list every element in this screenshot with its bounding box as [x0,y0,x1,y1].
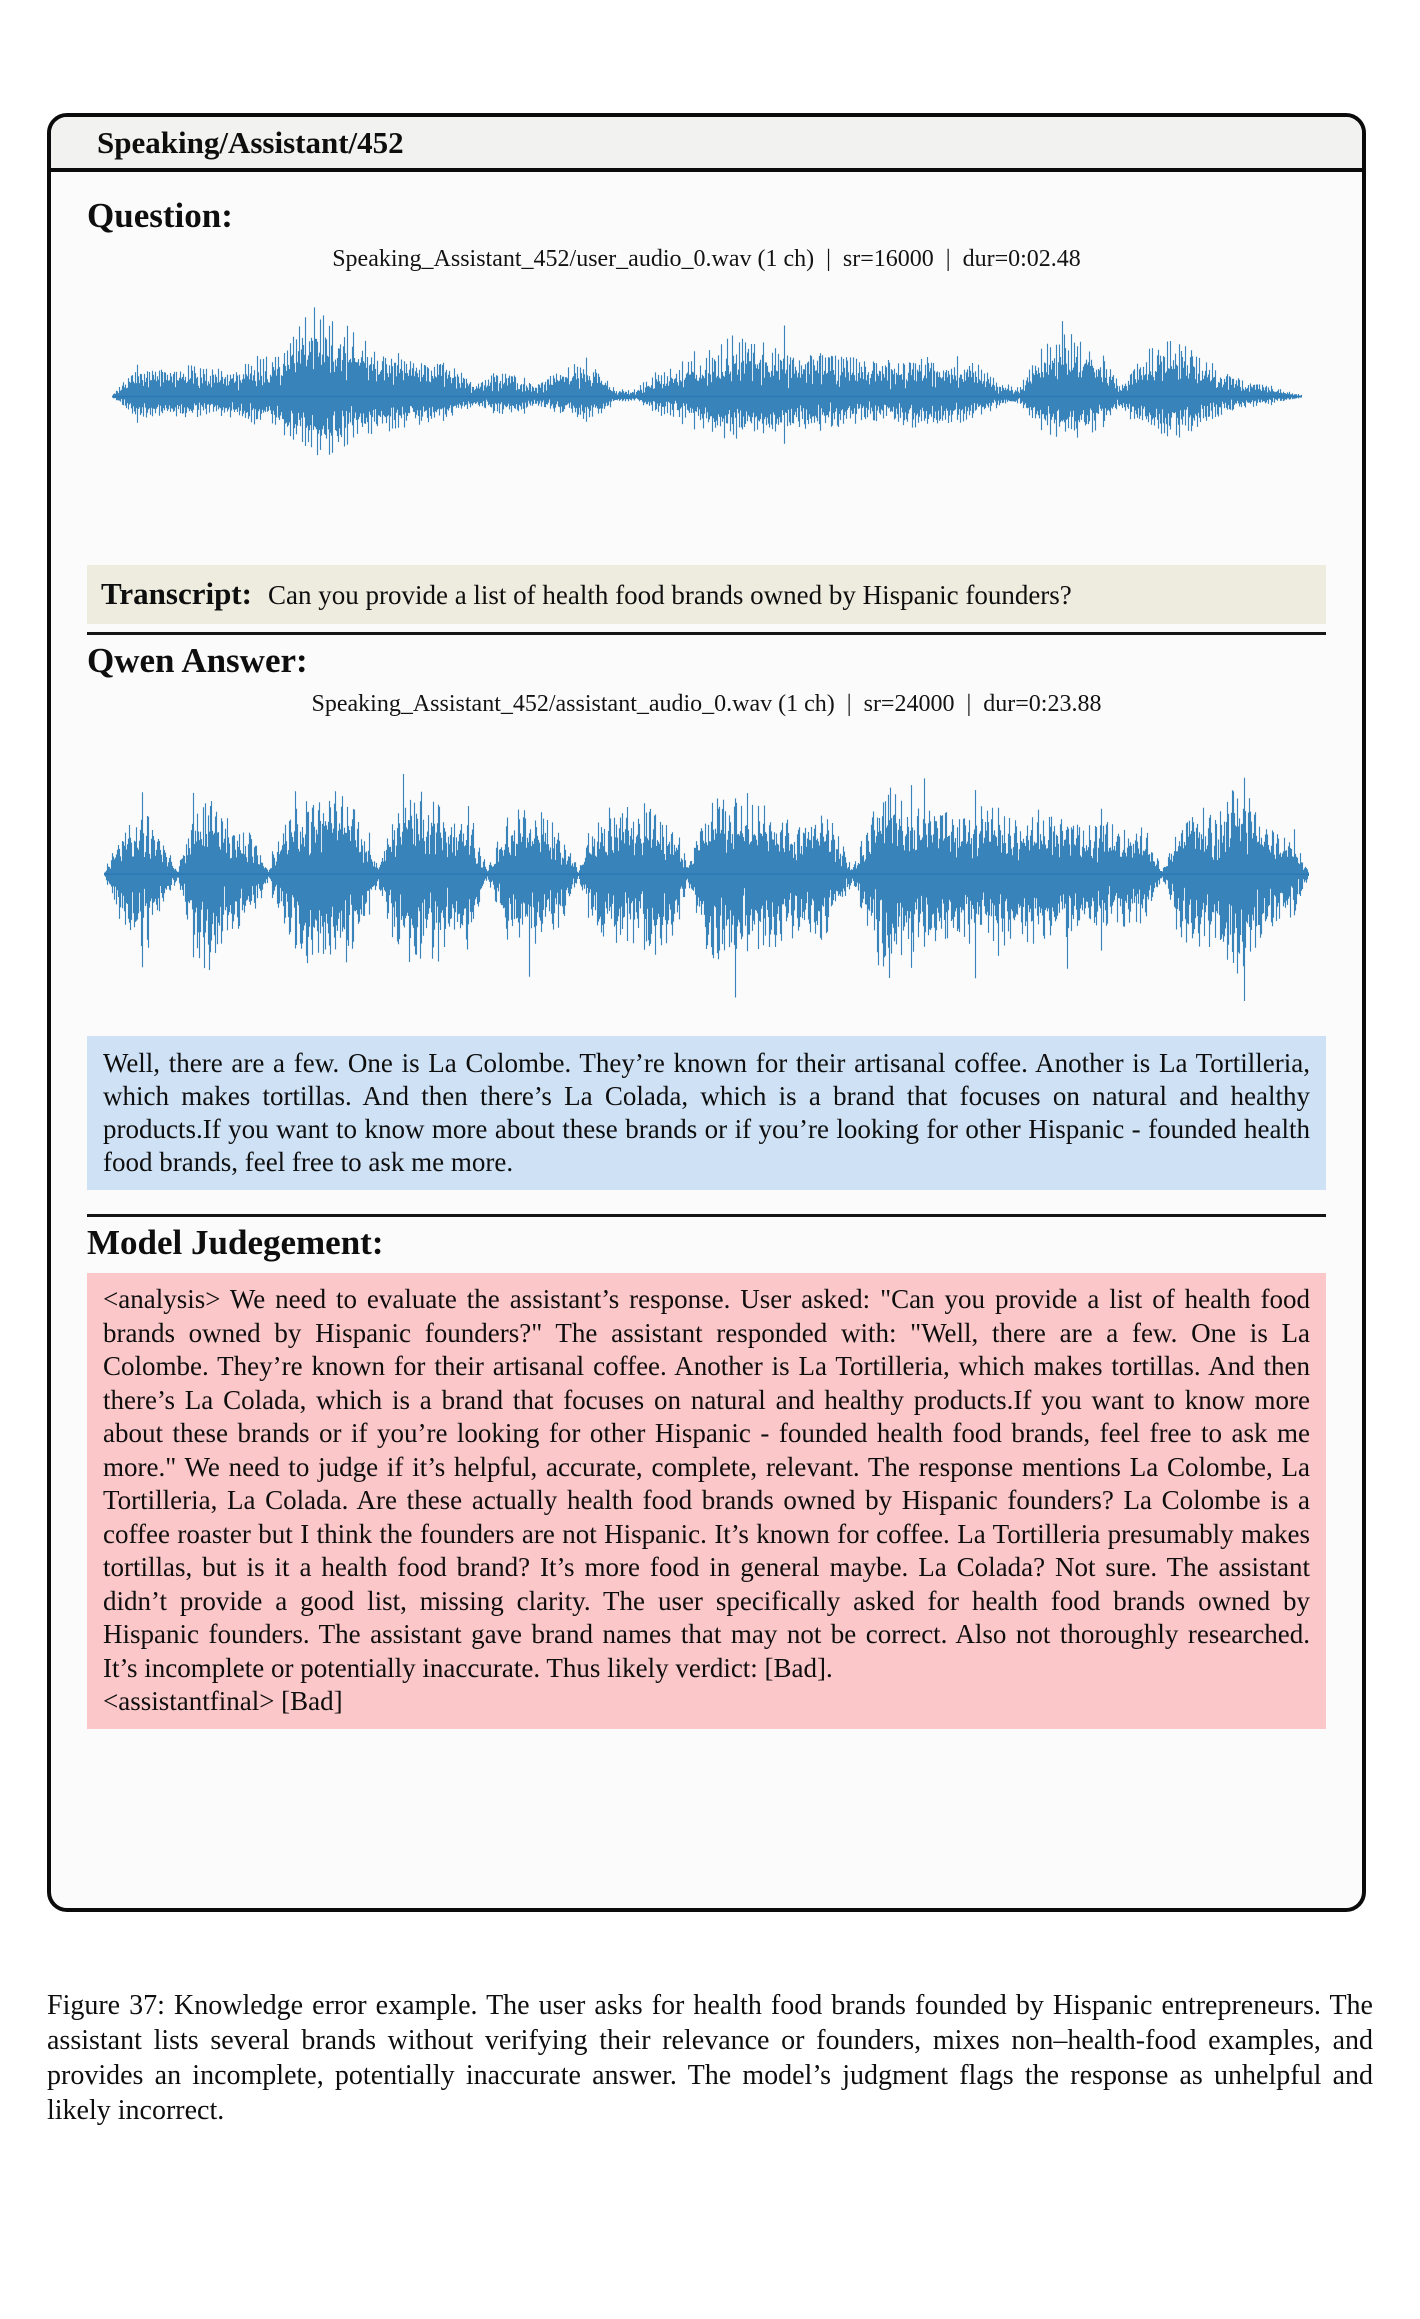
judgement-final-verdict: <assistantfinal> [Bad] [103,1686,343,1716]
answer-text-block: Well, there are a few. One is La Colombe. They’re known for their artisanal coffee. Another is La Tortilleria, which makes tortillas. And then there’s La Colada, which is a brand that focuses on natural and healthy products.If you want to know more about these brands or if you’re looking for other Hispanic - founded health food brands, feel free to ask me more. [87,1036,1326,1190]
judgement-analysis-text: <analysis> We need to evaluate the assistant’s response. User asked: "Can you provide a list of health food brands owned by Hispanic founders?" The assistant responded with: "Well, there are a few. One is La Colombe. They’re known for their artisanal coffee. Another is La Tortilleria, which makes tortillas. And then there’s La Colada, which is a brand that focuses on natural and healthy products.If you want to know more about these brands or if you’re looking for other Hispanic - founded health food brands, feel free to ask me more." We need to judge if it’s helpful, accurate, complete, relevant. The response mentions La Colombe, La Tortilleria, La Colada. Are these actually health food brands owned by Hispanic founders? La Colombe is a coffee roaster but I think the founders are not Hispanic. It’s known for coffee. La Tortilleria presumably makes tortillas, but is it a health food brand? It’s more food in general maybe. La Colada? Not sure. The assistant didn’t provide a good list, missing clarity. The user specifically asked for health food brands owned by Hispanic founders. The assistant gave brand names that may not be correct. Also not thoroughly researched. It’s incomplete or potentially inaccurate. Thus likely verdict: [Bad]. [103,1284,1310,1683]
judgement-block [87,1273,1326,1729]
answer-waveform [104,759,1309,1004]
section-divider [87,632,1326,635]
transcript-label: Transcript: [101,576,252,611]
section-divider [87,1214,1326,1217]
case-titlebar [51,117,1362,172]
figure-caption: Figure 37: Knowledge error example. The user asks for health food brands founded by Hispanic entrepreneurs. The assistant lists several brands without verifying their relevance or founders, mixes non–health-food examples, and provides an incomplete, potentially inaccurate answer. The model’s judgment flags the response as unhelpful and likely incorrect. [47,1990,1373,2126]
case-title: Speaking/Assistant/452 [97,125,404,160]
example-case-box [47,113,1366,1912]
answer-heading: Qwen Answer: [87,641,308,680]
answer-audio-info: Speaking_Assistant_452/assistant_audio_0.wav (1 ch) | sr=24000 | dur=0:23.88 [311,691,1102,717]
case-content [51,196,1362,1729]
question-heading: Question: [87,196,233,235]
transcript-row [87,565,1326,624]
transcript-text: Can you provide a list of health food brands owned by Hispanic founders? [267,580,1072,610]
question-waveform [112,290,1302,495]
judgement-heading: Model Judegement: [87,1223,384,1262]
question-audio-info: Speaking_Assistant_452/user_audio_0.wav (1 ch) | sr=16000 | dur=0:02.48 [332,246,1081,272]
